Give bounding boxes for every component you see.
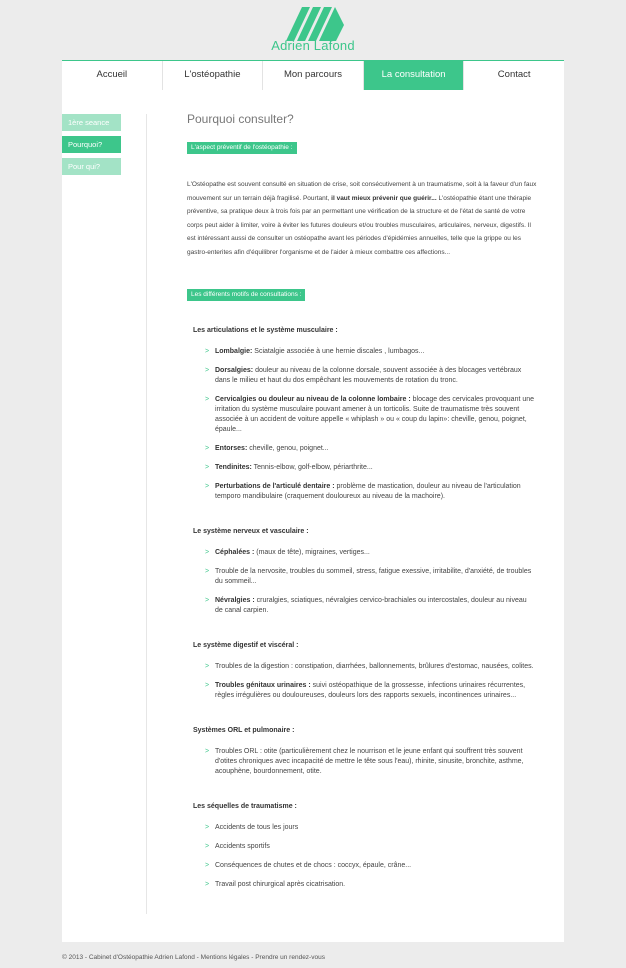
site-header	[0, 0, 626, 60]
intro-paragraph: L'Ostéopathe est souvent consulté en situation de crise, soit consécutivement à un traumatisme, soit à la faveur d'un faux mouvement sur un terrain déjà fragilisé. Pourtant, il vaut mieux prévenir que guérir... L'ostéopathie étant une thérapie préventive, sa pratique deux à trois fois par an permettant une vérification de la structure et de l'état de santé de votre corps peut aider à limiter, voire à éviter les futures douleurs et/ou troubles musculaires, articulaires, nerveux, digestifs. Il est intéressant aussi de consulter un ostéopathe avant les périodes d'épidémies annuelles, telle que la grippe ou les gastro-enterites afin d'équilibrer l'organisme et de l'aider à mieux combattre ces affections...	[187, 181, 537, 256]
item-text: cheville, genou, poignet...	[247, 445, 329, 452]
item-text: Troubles de la digestion : constipation, diarrhées, ballonnements, brûlures d'estomac, nausées, colites.	[215, 663, 534, 670]
list-item	[205, 395, 535, 435]
list-item	[205, 548, 535, 558]
item-text: (maux de tête), migraines, vertiges...	[254, 549, 370, 556]
item-label: Dorsalgies:	[215, 367, 254, 374]
chevron-right-icon: >	[205, 862, 210, 869]
item-text: blocage des cervicales provoquant une irritation du système musculaire pouvant amener à un torticolis. Suite de traumatisme très souvent associée à un accident de voiture appelle « whiplash » ou « coup du lapin»: cheville, genou, poignet, épaule...	[215, 396, 535, 433]
item-label: Perturbations de l'articulé dentaire :	[215, 483, 335, 490]
item-label: Entorses:	[215, 445, 248, 452]
item-text: Travail post chirurgical après cicatrisation.	[215, 881, 346, 888]
item-text: Troubles ORL : otite (particulièrement chez le nourrison et le jeune enfant qui souffrent très souvent d'otites chroniques avec incapacité de mettre le tête sous l'eau), rhinite, sinusite, bronchite, asthme, acouphène, bourdonnement, otite.	[215, 748, 524, 775]
brand-name[interactable]: Adrien Lafond	[271, 38, 355, 53]
main-nav	[62, 60, 564, 90]
list-item	[205, 880, 535, 890]
item-text: Sciatalgie associée à une hernie discales , lumbagos...	[252, 348, 425, 355]
footer-copyright: © 2013 - Cabinet d'Ostéopathie Adrien Lafond -	[62, 954, 201, 961]
list-item	[205, 861, 535, 871]
chevron-right-icon: >	[205, 464, 210, 471]
item-text: Trouble de la nervosite, troubles du sommeil, stress, fatigue exessive, irritabilite, d'anxiété, de troubles du sommeil...	[215, 568, 532, 585]
chevron-right-icon: >	[205, 881, 210, 888]
list-item	[205, 681, 535, 701]
section-tag-preventif: L'aspect préventif de l'ostéopathie :	[187, 142, 297, 154]
chevron-right-icon: >	[205, 568, 210, 575]
nav-item-osteopathie[interactable]: L'ostéopathie	[163, 61, 264, 90]
chevron-right-icon: >	[205, 483, 210, 490]
intro-emphasis: il vaut mieux prévenir que guérir...	[331, 194, 437, 202]
sidebar	[62, 114, 121, 180]
nav-item-accueil[interactable]: Accueil	[62, 61, 163, 90]
list-item	[205, 444, 535, 454]
nav-item-mon-parcours[interactable]: Mon parcours	[263, 61, 364, 90]
page-title: Pourquoi consulter?	[187, 112, 294, 126]
column-divider	[146, 114, 147, 914]
item-text: Accidents de tous les jours	[215, 824, 299, 831]
list-item	[205, 347, 535, 357]
item-label: Névralgies :	[215, 597, 255, 604]
item-text: douleur au niveau de la colonne dorsale, souvent associée à des blocages vertébraux dans le milieu et haut du dos empêchant les mouvements de rotation du tronc.	[215, 367, 522, 384]
item-text: Accidents sportifs	[215, 843, 270, 850]
motif-section	[187, 528, 537, 616]
list-item	[205, 842, 535, 852]
motif-section	[187, 803, 537, 890]
item-text: Conséquences de chutes et de chocs : coccyx, épaule, crâne...	[215, 862, 412, 869]
chevron-right-icon: >	[205, 597, 210, 604]
item-label: Céphalées :	[215, 549, 255, 556]
chevron-right-icon: >	[205, 663, 210, 670]
nav-item-contact[interactable]: Contact	[497, 69, 531, 80]
motif-section	[187, 642, 537, 701]
nav-item-la-consultation[interactable]: La consultation	[364, 61, 465, 90]
section-title: Le système digestif et viscéral :	[193, 642, 299, 649]
list-item	[205, 747, 535, 777]
list-item	[205, 662, 535, 672]
section-title: Systèmes ORL et pulmonaire :	[193, 727, 295, 734]
motif-section	[187, 327, 537, 502]
item-text: suivi ostéopathique de la grossesse, infections urinaires récurrentes, règles irrégulières ou douloureuses, douleurs lors des rapports sexuels, incontinences urinaires...	[215, 682, 526, 699]
chevron-right-icon: >	[205, 748, 210, 755]
item-text: Tennis-elbow, golf-elbow, périarthrite...	[251, 464, 373, 471]
footer-rdv-link[interactable]: Prendre un rendez-vous	[255, 954, 325, 961]
section-tag-motifs: Les différents motifs de consultations :	[187, 289, 305, 301]
list-item	[205, 463, 535, 473]
chevron-right-icon: >	[205, 348, 210, 355]
footer-legal-link[interactable]: Mentions légales	[200, 954, 250, 961]
item-label: Lombalgie:	[215, 348, 253, 355]
item-label: Tendinites:	[215, 464, 252, 471]
chevron-right-icon: >	[205, 682, 210, 689]
logo-mark-icon[interactable]	[286, 5, 344, 41]
list-item	[205, 366, 535, 386]
item-text: cruralgies, sciatiques, névralgies cervico-brachiales ou intercostales, douleur au niveau de canal carpien.	[215, 597, 527, 614]
chevron-right-icon: >	[205, 445, 210, 452]
chevron-right-icon: >	[205, 824, 210, 831]
item-text: problème de mastication, douleur au niveau de l'articulation temporo mandibulaire (craquement douloureux au niveau de la machoire).	[215, 483, 521, 500]
main-content	[187, 112, 537, 890]
chevron-right-icon: >	[205, 367, 210, 374]
list-item	[205, 596, 535, 616]
item-label: Troubles génitaux urinaires :	[215, 682, 311, 689]
footer-separator: -	[249, 954, 256, 961]
chevron-right-icon: >	[205, 549, 210, 556]
section-title: Le système nerveux et vasculaire :	[193, 528, 309, 535]
list-item	[205, 823, 535, 833]
chevron-right-icon: >	[205, 396, 210, 403]
section-title: Les séquelles de traumatisme :	[193, 803, 297, 810]
sidebar-item-pour-qui[interactable]: Pour qui?	[62, 158, 121, 175]
sidebar-item-premiere-seance[interactable]: 1ère seance	[62, 114, 121, 131]
item-label: Cervicalgies ou douleur au niveau de la colonne lombaire :	[215, 396, 411, 403]
section-title: Les articulations et le système musculaire :	[193, 327, 338, 334]
list-item	[205, 482, 535, 502]
chevron-right-icon: >	[205, 843, 210, 850]
motif-section	[187, 727, 537, 777]
sidebar-item-pourquoi[interactable]: Pourquoi?	[62, 136, 121, 153]
footer	[62, 954, 325, 961]
list-item	[205, 567, 535, 587]
